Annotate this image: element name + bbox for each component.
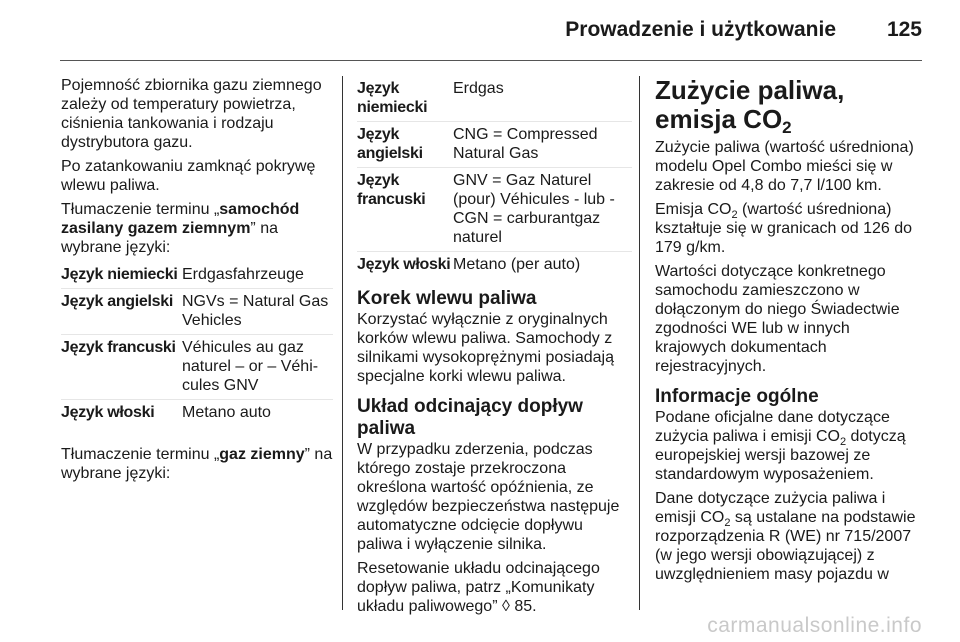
table-row: Język francuski Véhicules au gaz naturel – or – Véhi-cules GNV xyxy=(61,335,333,400)
table-row: Język włoski Metano auto xyxy=(61,404,271,421)
paragraph-consumption: Zużycie paliwa (wartość uśredniona) modelu Opel Combo mieści się w zakresie od 4,8 do 7,7 l/100 km. xyxy=(655,139,914,194)
translation-table-vehicle xyxy=(61,262,333,426)
heading-fuel-cutoff: Układ odcinający dopływ paliwa xyxy=(357,396,583,439)
table-row: Język niemiecki Erdgasfahrzeuge xyxy=(61,262,333,289)
table-row: Język angielski NGVs = Natural Gas Vehicles xyxy=(61,289,333,335)
page-number: 125 xyxy=(886,18,922,41)
heading-general-info: Informacje ogólne xyxy=(655,386,819,407)
header-title: Prowadzenie i użytkowanie xyxy=(565,18,836,41)
page-header xyxy=(0,0,960,62)
table-row: Język angielski CNG = Compressed Natural Gas xyxy=(357,122,632,168)
paragraph-close-cap: Po zatankowaniu zamknąć pokrywę wlewu paliwa. xyxy=(61,158,316,194)
reference-arrow-icon: ◊ xyxy=(501,598,510,615)
column-divider xyxy=(342,76,343,610)
watermark: carmanualsonline.info xyxy=(707,614,922,637)
table-row: Język francuski GNV = Gaz Naturel (pour) Véhicules - lub - CGN = carburantgaz naturel xyxy=(357,168,632,252)
paragraph-translation-intro-gas: Tłumaczenie terminu „gaz ziemny” na wybrane języki: xyxy=(61,446,333,482)
paragraph-fuel-cap: Korzystać wyłącznie z oryginalnych korków wlewu paliwa. Samochody z silnikami wysokoprężnymi posiadają specjalne korki wlewu paliwa. xyxy=(357,311,614,385)
column-right xyxy=(655,76,925,589)
paragraph-emission: Emisja $CO_2$ (wartość uśredniona) kształtuje się w granicach od 126 do 179 g/km. xyxy=(655,201,913,256)
column-divider xyxy=(639,76,640,610)
paragraph-tank-capacity: Pojemność zbiornika gazu ziemnego zależy od temperatury powietrza, ciśnienia tankowania i rodzaju dystrybutora gazu. xyxy=(61,77,322,151)
header-rule xyxy=(60,60,922,61)
column-left xyxy=(61,76,333,488)
page-reference[interactable]: 85. xyxy=(514,598,537,615)
paragraph-regulation: Dane dotyczące zużycia paliwa i emisji $CO_2$ są ustalane na podstawie rozporządzenia R (WE) nr 715/2007 (w jego wersji obowiązującej) z uwzględnieniem masy pojazdu w xyxy=(655,490,916,583)
paragraph-fuel-cutoff: W przypadku zderzenia, podczas którego zostaje przekroczona określona wartość opóźnienia, ze względów bezpieczeństwa następuje automatyczne odcięcie dopływu paliwa i wyłączenie silnika. xyxy=(357,441,620,553)
paragraph-reset-cutoff: Resetowanie układu odcinającego dopływ paliwa, patrz „Komunikaty układu paliwowego” ◊ 85. xyxy=(357,560,600,615)
paragraph-certificate: Wartości dotyczące konkretnego samochodu zamieszczono w dołączonym do niego Świadectwie zgodności WE lub w innych krajowych dokumentach rejestracyjnych. xyxy=(655,263,900,375)
heading-consumption-emission: Zużycie paliwa, emisja $CO_2$ xyxy=(655,75,845,137)
column-middle xyxy=(357,76,632,621)
table-row: Język niemiecki Erdgas xyxy=(357,76,632,122)
translation-table-gas xyxy=(357,76,632,278)
paragraph-translation-intro: Tłumaczenie terminu „samochód zasilany gazem ziemnym” na wybrane języki: xyxy=(61,201,300,256)
table-row: Język włoski Metano (per auto) xyxy=(357,256,581,273)
heading-fuel-cap: Korek wlewu paliwa xyxy=(357,288,537,309)
paragraph-official-data: Podane oficjalne dane dotyczące zużycia paliwa i emisji $CO_2$ dotyczą europejskiej wersji bazowej ze standardowym wyposażeniem. xyxy=(655,409,906,483)
